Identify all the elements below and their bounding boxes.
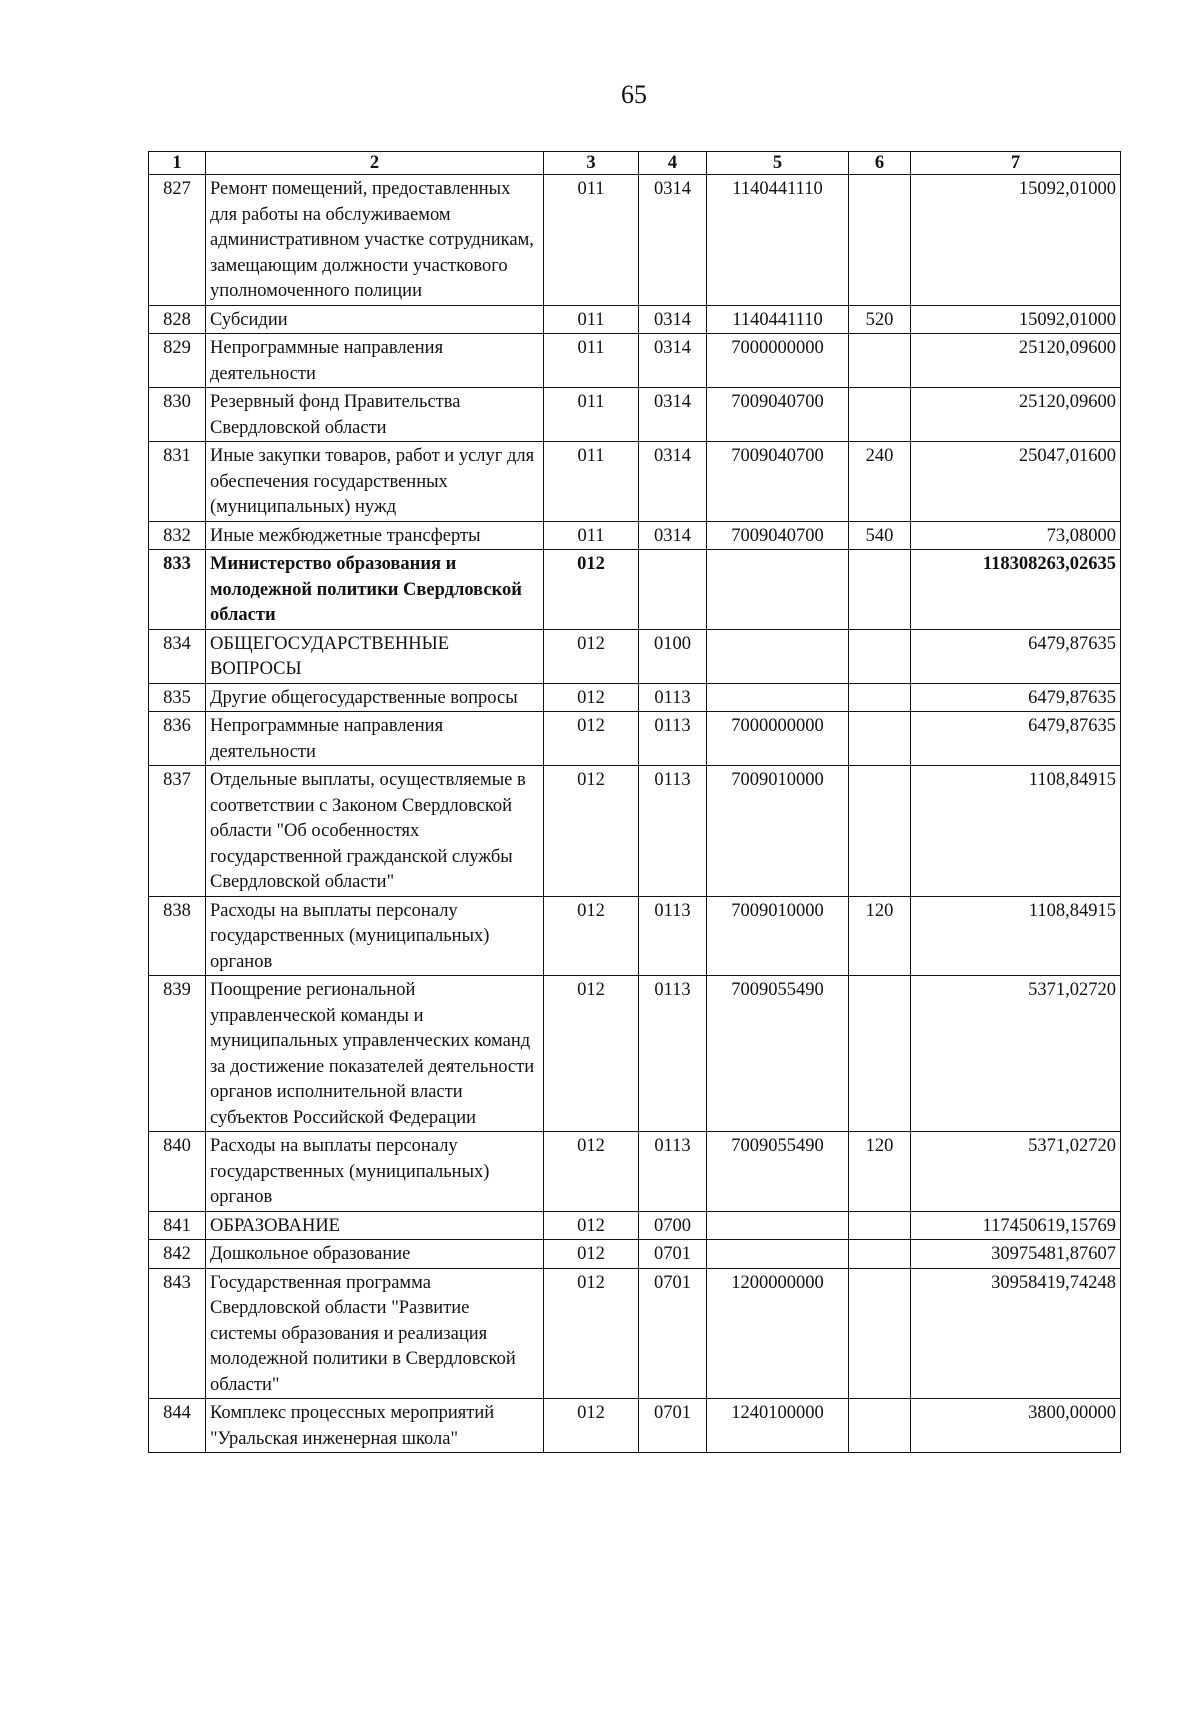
row-number: 834	[149, 629, 206, 683]
row-code-3: 012	[544, 1399, 639, 1453]
row-code-3: 012	[544, 896, 639, 976]
row-code-3: 011	[544, 388, 639, 442]
row-code-4: 0700	[639, 1211, 707, 1240]
row-code-5: 1200000000	[707, 1268, 849, 1399]
row-code-6: 120	[849, 1132, 911, 1212]
table-row	[149, 388, 1121, 442]
row-code-6	[849, 550, 911, 630]
row-code-6: 240	[849, 442, 911, 522]
row-number: 840	[149, 1132, 206, 1212]
row-number: 843	[149, 1268, 206, 1399]
row-code-5: 7009055490	[707, 1132, 849, 1212]
row-name: Расходы на выплаты персоналу государственных (муниципальных) органов	[206, 1132, 544, 1212]
row-number: 844	[149, 1399, 206, 1453]
table-row	[149, 683, 1121, 712]
row-code-4	[639, 550, 707, 630]
row-code-4: 0701	[639, 1240, 707, 1269]
row-code-4: 0113	[639, 766, 707, 897]
row-number: 841	[149, 1211, 206, 1240]
row-code-5	[707, 629, 849, 683]
table-row	[149, 442, 1121, 522]
row-code-5: 7009010000	[707, 766, 849, 897]
row-number: 831	[149, 442, 206, 522]
row-amount: 25047,01600	[911, 442, 1121, 522]
row-code-5: 1140441110	[707, 305, 849, 334]
row-name: Другие общегосударственные вопросы	[206, 683, 544, 712]
row-number: 829	[149, 334, 206, 388]
row-code-5: 7009040700	[707, 388, 849, 442]
table-row	[149, 1399, 1121, 1453]
row-code-5: 7009055490	[707, 976, 849, 1132]
row-name: Резервный фонд Правительства Свердловской области	[206, 388, 544, 442]
row-code-6	[849, 1211, 911, 1240]
row-amount: 5371,02720	[911, 1132, 1121, 1212]
header-col-4: 4	[639, 152, 707, 175]
row-name: Непрограммные направления деятельности	[206, 712, 544, 766]
row-amount: 117450619,15769	[911, 1211, 1121, 1240]
table-body	[149, 175, 1121, 1453]
row-code-3: 012	[544, 1132, 639, 1212]
row-code-6: 120	[849, 896, 911, 976]
row-name: ОБРАЗОВАНИЕ	[206, 1211, 544, 1240]
header-col-1: 1	[149, 152, 206, 175]
row-name: Расходы на выплаты персоналу государственных (муниципальных) органов	[206, 896, 544, 976]
header-col-5: 5	[707, 152, 849, 175]
row-name: Непрограммные направления деятельности	[206, 334, 544, 388]
row-code-5	[707, 683, 849, 712]
table-row	[149, 175, 1121, 306]
row-code-3: 012	[544, 1240, 639, 1269]
row-code-5: 7009040700	[707, 521, 849, 550]
row-name: Иные закупки товаров, работ и услуг для обеспечения государственных (муниципальных) нужд	[206, 442, 544, 522]
row-name: Субсидии	[206, 305, 544, 334]
row-number: 830	[149, 388, 206, 442]
row-amount: 30958419,74248	[911, 1268, 1121, 1399]
table-row	[149, 766, 1121, 897]
table-row	[149, 712, 1121, 766]
row-amount: 118308263,02635	[911, 550, 1121, 630]
row-code-5: 1240100000	[707, 1399, 849, 1453]
row-code-3: 012	[544, 1211, 639, 1240]
row-name: Иные межбюджетные трансферты	[206, 521, 544, 550]
row-amount: 25120,09600	[911, 388, 1121, 442]
row-number: 835	[149, 683, 206, 712]
row-code-5: 7000000000	[707, 334, 849, 388]
table-row	[149, 1268, 1121, 1399]
table-row	[149, 521, 1121, 550]
header-col-3: 3	[544, 152, 639, 175]
page-number: 65	[621, 80, 647, 109]
row-amount: 15092,01000	[911, 305, 1121, 334]
row-code-5	[707, 550, 849, 630]
row-code-5	[707, 1211, 849, 1240]
row-name: Дошкольное образование	[206, 1240, 544, 1269]
table-row	[149, 1132, 1121, 1212]
row-code-6	[849, 175, 911, 306]
row-code-3: 012	[544, 766, 639, 897]
row-code-3: 011	[544, 442, 639, 522]
row-code-6	[849, 683, 911, 712]
row-number: 836	[149, 712, 206, 766]
row-number: 833	[149, 550, 206, 630]
row-amount: 5371,02720	[911, 976, 1121, 1132]
table-row	[149, 896, 1121, 976]
row-code-4: 0701	[639, 1399, 707, 1453]
row-code-3: 012	[544, 550, 639, 630]
table-row	[149, 550, 1121, 630]
row-code-4: 0100	[639, 629, 707, 683]
row-code-4: 0113	[639, 896, 707, 976]
row-number: 839	[149, 976, 206, 1132]
row-code-3: 011	[544, 334, 639, 388]
row-code-6	[849, 1399, 911, 1453]
row-code-6	[849, 388, 911, 442]
row-number: 827	[149, 175, 206, 306]
row-name: Министерство образования и молодежной политики Свердловской области	[206, 550, 544, 630]
row-code-6	[849, 1268, 911, 1399]
row-code-5: 7000000000	[707, 712, 849, 766]
row-number: 842	[149, 1240, 206, 1269]
row-code-4: 0314	[639, 305, 707, 334]
row-code-5	[707, 1240, 849, 1269]
row-code-6	[849, 712, 911, 766]
row-code-4: 0314	[639, 175, 707, 306]
row-code-4: 0314	[639, 334, 707, 388]
row-code-4: 0701	[639, 1268, 707, 1399]
row-code-6	[849, 976, 911, 1132]
row-name: Поощрение региональной управленческой команды и муниципальных управленческих команд за достижение показателей деятельности органов исполнительной власти субъектов Российской Федерации	[206, 976, 544, 1132]
row-amount: 73,08000	[911, 521, 1121, 550]
row-code-3: 012	[544, 629, 639, 683]
row-code-5: 7009040700	[707, 442, 849, 522]
row-code-3: 012	[544, 976, 639, 1132]
table-row	[149, 1211, 1121, 1240]
row-amount: 15092,01000	[911, 175, 1121, 306]
row-code-3: 011	[544, 175, 639, 306]
row-code-3: 011	[544, 305, 639, 334]
row-code-6: 540	[849, 521, 911, 550]
row-code-4: 0113	[639, 712, 707, 766]
row-code-6	[849, 766, 911, 897]
header-col-6: 6	[849, 152, 911, 175]
table-row	[149, 629, 1121, 683]
table-row	[149, 1240, 1121, 1269]
header-col-7: 7	[911, 152, 1121, 175]
row-number: 828	[149, 305, 206, 334]
row-amount: 3800,00000	[911, 1399, 1121, 1453]
row-code-6: 520	[849, 305, 911, 334]
row-code-5: 7009010000	[707, 896, 849, 976]
row-code-6	[849, 629, 911, 683]
row-code-3: 012	[544, 683, 639, 712]
header-col-2: 2	[206, 152, 544, 175]
row-code-6	[849, 1240, 911, 1269]
row-code-3: 011	[544, 521, 639, 550]
table-row	[149, 976, 1121, 1132]
row-name: Государственная программа Свердловской области "Развитие системы образования и реализация молодежной политики в Свердловской области"	[206, 1268, 544, 1399]
row-code-4: 0314	[639, 442, 707, 522]
row-amount: 30975481,87607	[911, 1240, 1121, 1269]
table-row	[149, 305, 1121, 334]
row-amount: 6479,87635	[911, 683, 1121, 712]
row-code-3: 012	[544, 1268, 639, 1399]
row-code-4: 0113	[639, 1132, 707, 1212]
row-amount: 1108,84915	[911, 766, 1121, 897]
row-code-4: 0113	[639, 976, 707, 1132]
row-name: Отдельные выплаты, осуществляемые в соответствии с Законом Свердловской области "Об особенностях государственной гражданской службы Свердловской области"	[206, 766, 544, 897]
row-amount: 6479,87635	[911, 712, 1121, 766]
row-code-4: 0314	[639, 521, 707, 550]
row-number: 838	[149, 896, 206, 976]
budget-table	[148, 151, 1121, 1453]
row-name: ОБЩЕГОСУДАРСТВЕННЫЕ ВОПРОСЫ	[206, 629, 544, 683]
row-amount: 25120,09600	[911, 334, 1121, 388]
row-amount: 6479,87635	[911, 629, 1121, 683]
row-code-3: 012	[544, 712, 639, 766]
row-number: 837	[149, 766, 206, 897]
row-code-6	[849, 334, 911, 388]
row-amount: 1108,84915	[911, 896, 1121, 976]
table-row	[149, 334, 1121, 388]
row-code-4: 0314	[639, 388, 707, 442]
row-name: Ремонт помещений, предоставленных для работы на обслуживаемом административном участке сотрудникам, замещающим должности участкового уполномоченного полиции	[206, 175, 544, 306]
row-name: Комплекс процессных мероприятий "Уральская инженерная школа"	[206, 1399, 544, 1453]
row-number: 832	[149, 521, 206, 550]
header-row	[149, 152, 1121, 175]
row-code-4: 0113	[639, 683, 707, 712]
row-code-5: 1140441110	[707, 175, 849, 306]
